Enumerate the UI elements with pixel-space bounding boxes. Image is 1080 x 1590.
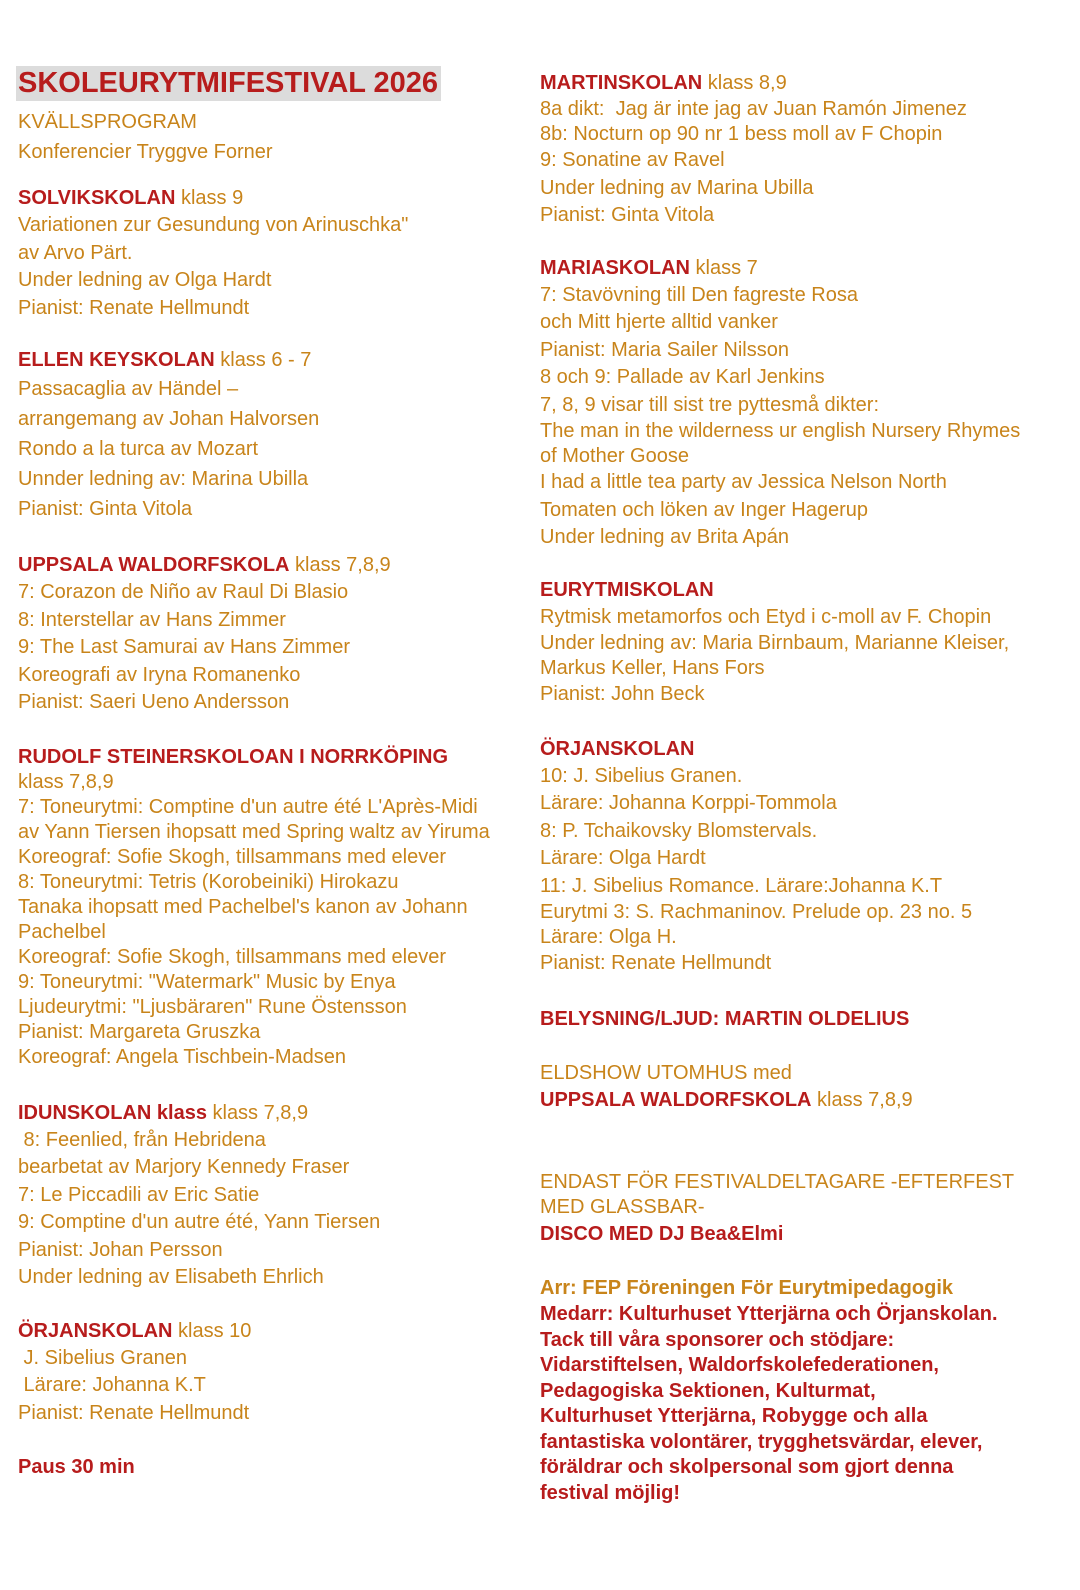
program-line: 7: Corazon de Niño av Raul Di Blasio xyxy=(18,581,349,603)
program-line: Pianist: Ginta Vitola xyxy=(540,204,715,226)
thanks-line: Tack till våra sponsorer och stödjare: xyxy=(540,1328,895,1351)
program-line: Under ledning av Olga Hardt xyxy=(18,269,272,291)
school-grade: klass 9 xyxy=(175,187,244,209)
school-name: ÖRJANSKOLAN xyxy=(18,1319,173,1342)
program-line: 8: Feenlied, från Hebridena xyxy=(18,1128,266,1151)
school-grade: klass 7 xyxy=(690,256,758,279)
fireshow-block xyxy=(540,1060,1070,1115)
program-subtitle: KVÄLLSPROGRAM xyxy=(18,111,197,133)
school-name: MARIASKOLAN xyxy=(540,256,690,279)
school-grade: klass 7,8,9 xyxy=(289,554,391,576)
right-column xyxy=(540,70,1070,1506)
program-line: 9: Toneurytmi: "Watermark" Music by Enya xyxy=(18,970,396,993)
school-name: MARTINSKOLAN xyxy=(540,72,703,94)
afterparty-line: ENDAST FÖR FESTIVALDELTAGARE -EFTERFEST xyxy=(540,1171,1015,1193)
program-line: Under ledning av Elisabeth Ehrlich xyxy=(18,1266,324,1288)
program-line: Pianist: Renate Hellmundt xyxy=(540,952,772,974)
left-column xyxy=(18,66,528,1481)
program-line: Lärare: Olga H. xyxy=(540,926,677,948)
program-line: Ljudeurytmi: "Ljusbäraren" Rune Östensson xyxy=(18,995,407,1018)
thanks-line: Vidarstiftelsen, Waldorfskolefederationen, xyxy=(540,1354,939,1376)
festival-title: SKOLEURYTMIFESTIVAL 2026 xyxy=(16,66,441,101)
program-line: 8b: Nocturn op 90 nr 1 bess moll av F Chopin xyxy=(540,123,943,145)
program-line: 8 och 9: Pallade av Karl Jenkins xyxy=(540,366,825,388)
program-line: 10: J. Sibelius Granen. xyxy=(540,764,743,787)
school-grade: klass 8,9 xyxy=(702,72,787,94)
program-line: Pianist: Johan Persson xyxy=(18,1238,223,1261)
program-line: Rytmisk metamorfos och Etyd i c-moll av F. Chopin xyxy=(540,605,992,628)
section-martinskolan xyxy=(540,70,1070,230)
program-line: 9: The Last Samurai av Hans Zimmer xyxy=(18,636,350,658)
program-line: Pianist: Renate Hellmundt xyxy=(18,1401,250,1424)
program-line: Koreograf: Sofie Skogh, tillsammans med elever xyxy=(18,845,446,868)
program-line: Pianist: Maria Sailer Nilsson xyxy=(540,338,789,361)
section-heading xyxy=(18,185,528,212)
section-heading xyxy=(540,70,1070,97)
lighting-credit: BELYSNING/LJUD: MARTIN OLDELIUS xyxy=(540,1007,910,1030)
program-line: Pianist: Margareta Gruszka xyxy=(18,1020,261,1043)
thanks-line: fantastiska volontärer, trygghetsvärdar, elever, xyxy=(540,1430,983,1453)
afterparty-block xyxy=(540,1170,1070,1249)
program-line: 8: Toneurytmi: Tetris (Korobeiniki) Hirokazu xyxy=(18,870,399,893)
program-line: of Mother Goose xyxy=(540,445,689,467)
section-heading xyxy=(540,577,1070,604)
program-line: Under ledning av Brita Apán xyxy=(540,526,790,548)
afterparty-line: MED GLASSBAR- xyxy=(540,1196,705,1218)
section-idunskolan xyxy=(18,1100,528,1292)
section-heading xyxy=(18,1318,528,1345)
program-line: 7: Stavövning till Den fagreste Rosa xyxy=(540,283,858,306)
fireshow-line: ELDSHOW UTOMHUS med xyxy=(540,1061,792,1084)
program-line: Tanaka ihopsatt med Pachelbel's kanon av Johann xyxy=(18,895,468,918)
school-name: SOLVIKSKOLAN xyxy=(18,187,176,209)
school-name: RUDOLF STEINERSKOLOAN I NORRKÖPING xyxy=(18,745,449,768)
thanks-line: Pedagogiska Sektionen, Kulturmat, xyxy=(540,1379,876,1402)
program-line: 11: J. Sibelius Romance. Lärare:Johanna K.T xyxy=(540,874,943,897)
program-line: Pianist: Ginta Vitola xyxy=(18,498,193,520)
school-grade: klass 7,8,9 xyxy=(811,1089,913,1111)
school-name: UPPSALA WALDORFSKOLA xyxy=(540,1089,812,1111)
program-line: Lärare: Olga Hardt xyxy=(540,847,706,869)
program-line: Under ledning av Marina Ubilla xyxy=(540,176,814,199)
program-line: och Mitt hjerte alltid vanker xyxy=(540,311,778,333)
program-line: Pianist: Saeri Ueno Andersson xyxy=(18,691,290,713)
program-line: 8: P. Tchaikovsky Blomstervals. xyxy=(540,819,818,842)
section-heading xyxy=(18,745,528,770)
school-grade: klass 7,8,9 xyxy=(206,1101,309,1124)
program-line: arrangemang av Johan Halvorsen xyxy=(18,408,320,430)
section-orjanskolan-10 xyxy=(18,1318,528,1428)
program-line: 7: Le Piccadili av Eric Satie xyxy=(18,1183,260,1206)
program-line: 8: Interstellar av Hans Zimmer xyxy=(18,608,286,631)
section-heading xyxy=(18,347,528,374)
disco-line: DISCO MED DJ Bea&Elmi xyxy=(540,1223,784,1245)
section-rudolf-steinerskolan xyxy=(18,745,528,1070)
section-uppsala-waldorfskola xyxy=(18,552,528,717)
program-line: Tomaten och löken av Inger Hagerup xyxy=(540,498,868,521)
thanks-line: föräldrar och skolpersonal som gjort denna xyxy=(540,1456,954,1478)
program-line: Passacaglia av Händel – xyxy=(18,378,239,400)
program-line: Variationen zur Gesundung von Arinuschka" xyxy=(18,214,409,236)
program-line: The man in the wilderness ur english Nursery Rhymes xyxy=(540,420,1021,442)
program-line: Koreografi av Iryna Romanenko xyxy=(18,663,301,686)
program-line: Unnder ledning av: Marina Ubilla xyxy=(18,468,309,490)
school-grade: klass 6 - 7 xyxy=(214,349,312,371)
school-name: IDUNSKOLAN klass xyxy=(18,1101,207,1124)
program-line: 9: Sonatine av Ravel xyxy=(540,149,725,171)
section-mariaskolan xyxy=(540,255,1070,552)
program-line: Koreograf: Sofie Skogh, tillsammans med elever xyxy=(18,945,446,968)
program-line: 8a dikt: Jag är inte jag av Juan Ramón Jimenez xyxy=(540,98,967,120)
arranger-line: Arr: FEP Föreningen För Eurytmipedagogik xyxy=(540,1277,954,1299)
section-orjanskolan xyxy=(540,736,1070,978)
school-name: ÖRJANSKOLAN xyxy=(540,737,695,760)
section-heading xyxy=(18,552,528,579)
section-heading xyxy=(540,255,1070,282)
school-name: EURYTMISKOLAN xyxy=(540,578,714,601)
credits-block xyxy=(540,1275,1070,1506)
host-line: Konferencier Tryggve Forner xyxy=(18,141,273,163)
program-line: I had a little tea party av Jessica Nelson North xyxy=(540,471,947,493)
program-line: Markus Keller, Hans Fors xyxy=(540,657,765,679)
program-line: Lärare: Johanna K.T xyxy=(18,1374,206,1396)
program-line: av Arvo Pärt. xyxy=(18,241,133,264)
fireshow-school xyxy=(540,1087,1070,1114)
school-name: ELLEN KEYSKOLAN xyxy=(18,349,215,371)
section-ellen-keyskolan xyxy=(18,347,528,524)
program-line: Rondo a la turca av Mozart xyxy=(18,438,259,460)
section-eurytmiskolan xyxy=(540,577,1070,709)
program-line: Lärare: Johanna Korppi-Tommola xyxy=(540,792,837,814)
program-line: bearbetat av Marjory Kennedy Fraser xyxy=(18,1156,350,1178)
program-line: Pianist: John Beck xyxy=(540,683,705,705)
program-line: Pachelbel xyxy=(18,920,106,943)
school-name: UPPSALA WALDORFSKOLA xyxy=(18,554,290,576)
section-heading xyxy=(18,1100,528,1127)
section-heading xyxy=(540,736,1070,763)
program-line: Eurytmi 3: S. Rachmaninov. Prelude op. 23 no. 5 xyxy=(540,901,973,923)
program-line: Pianist: Renate Hellmundt xyxy=(18,296,250,319)
program-line: klass 7,8,9 xyxy=(18,770,114,793)
section-solvikskolan xyxy=(18,185,528,322)
program-line: 7, 8, 9 visar till sist tre pyttesmå dikter: xyxy=(540,393,879,416)
program-line: av Yann Tiersen ihopsatt med Spring waltz av Yiruma xyxy=(18,820,490,843)
program-line: Koreograf: Angela Tischbein-Madsen xyxy=(18,1045,346,1068)
program-line: 9: Comptine d'un autre été, Yann Tiersen xyxy=(18,1211,381,1233)
pause-note: Paus 30 min xyxy=(18,1456,135,1478)
thanks-line: Medarr: Kulturhuset Ytterjärna och Örjanskolan. xyxy=(540,1303,998,1325)
thanks-line: festival möjlig! xyxy=(540,1481,681,1504)
thanks-line: Kulturhuset Ytterjärna, Robygge och alla xyxy=(540,1405,928,1427)
program-line: J. Sibelius Granen xyxy=(18,1346,187,1369)
school-grade: klass 10 xyxy=(172,1319,252,1342)
program-line: 7: Toneurytmi: Comptine d'un autre été L'Après-Midi xyxy=(18,795,478,818)
program-line: Under ledning av: Maria Birnbaum, Marianne Kleiser, xyxy=(540,632,1010,654)
